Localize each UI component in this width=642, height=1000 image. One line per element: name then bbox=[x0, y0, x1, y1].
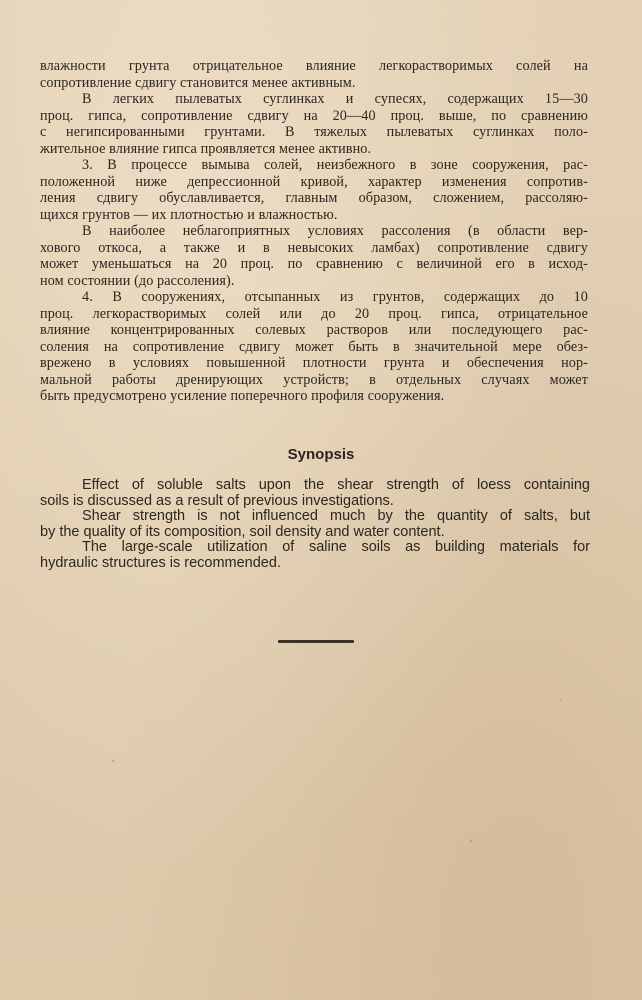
russian-text-line: хового откоса, а также и в невысоких ламбах) сопротивление сдвигу bbox=[40, 239, 588, 256]
russian-text-line: В наиболее неблагоприятных условиях рассоления (в области вер- bbox=[82, 223, 588, 239]
synopsis-text-line: hydraulic structures is recommended. bbox=[40, 554, 281, 571]
russian-text-line: влияние концентрированных солевых растворов или последующего рас- bbox=[40, 322, 588, 338]
russian-text-line: щихся грунтов — их плотностью и влажностью. bbox=[40, 206, 338, 223]
russian-text-line: с негипсированными грунтами. В тяжелых пылеватых суглинках поло- bbox=[40, 124, 588, 140]
russian-text-line: влажности грунта отрицательное влияние легкорастворимых солей на bbox=[40, 58, 588, 74]
section-divider-rule bbox=[278, 640, 354, 643]
russian-text-line: проц. гипса, сопротивление сдвигу на 20—40 проц. выше, по сравнению bbox=[40, 107, 588, 124]
russian-text-line: сопротивление сдвигу становится менее активным. bbox=[40, 74, 356, 91]
paper-speck bbox=[112, 760, 114, 762]
synopsis-text-line: Effect of soluble salts upon the shear strength of loess containing bbox=[82, 477, 590, 493]
russian-text-line: ном состоянии (до рассоления). bbox=[40, 272, 235, 289]
synopsis-text-line: The large-scale utilization of saline soils as building materials for bbox=[82, 539, 590, 555]
russian-text-line: соления на сопротивление сдвигу может быть в значительной мере обез- bbox=[40, 338, 588, 355]
russian-text-line: 3. В процессе вымыва солей, неизбежного в зоне сооружения, рас- bbox=[82, 157, 588, 173]
russian-text-line: положенной ниже депрессионной кривой, характер изменения сопротив- bbox=[40, 173, 588, 190]
russian-text-line: может уменьшаться на 20 проц. по сравнению с величиной его в исход- bbox=[40, 256, 588, 272]
russian-text-line: ления сдвигу обуславливается, главным образом, сложением, рассоляю- bbox=[40, 190, 588, 206]
synopsis-heading: Synopsis bbox=[287, 446, 355, 463]
russian-text-line: В легких пылеватых суглинках и супесях, содержащих 15—30 bbox=[82, 91, 588, 107]
russian-text-line: быть предусмотрено усиление поперечного профиля сооружения. bbox=[40, 388, 445, 404]
paper-speck bbox=[470, 840, 472, 842]
synopsis-text-block bbox=[40, 478, 590, 571]
russian-text-line: 4. В сооружениях, отсыпанных из грунтов, содержащих до 10 bbox=[82, 289, 588, 305]
paper-speck bbox=[560, 700, 562, 701]
russian-text-line: врежено в условиях повышенной плотности грунта и обеспечения нор- bbox=[40, 355, 588, 371]
synopsis-text-line: Shear strength is not influenced much by the quantity of salts, but bbox=[82, 508, 590, 524]
paper-speck bbox=[330, 930, 331, 931]
russian-text-line: мальной работы дренирующих устройств; в отдельных случаях может bbox=[40, 371, 588, 388]
synopsis-text-line: soils is discussed as a result of previous investigations. bbox=[40, 492, 394, 509]
synopsis-text-line: by the quality of its composition, soil density and water content. bbox=[40, 523, 445, 540]
russian-text-line: проц. легкорастворимых солей или до 20 проц. гипса, отрицательное bbox=[40, 305, 588, 322]
russian-text-line: жительное влияние гипса проявляется менее активно. bbox=[40, 140, 372, 157]
russian-text-block bbox=[40, 58, 588, 405]
